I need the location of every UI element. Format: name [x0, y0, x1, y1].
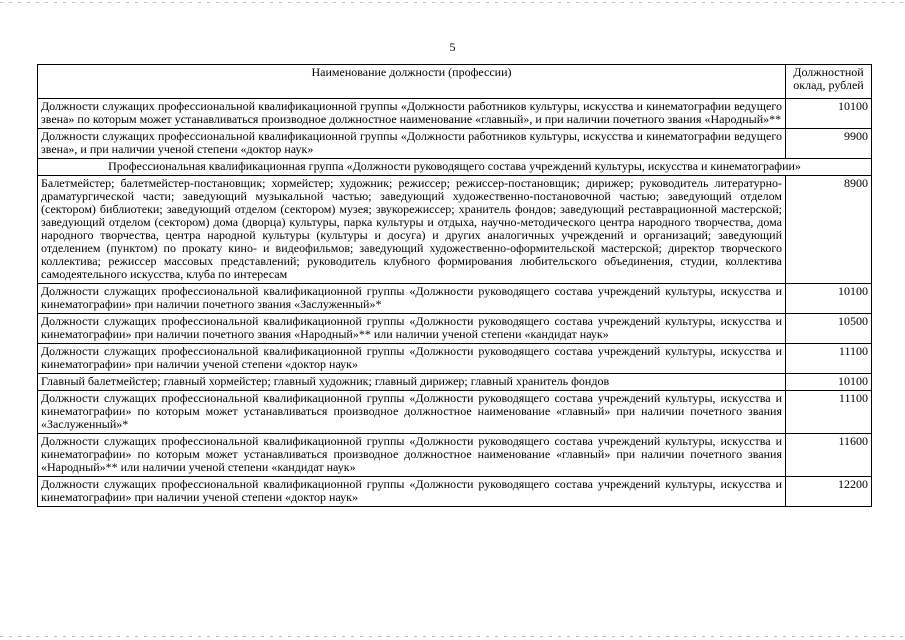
position-name: Балетмейстер; балетмейстер-постановщик; хормейстер; художник; режиссер; режиссер-постановщик; дирижер; руководитель литературно-драматургической части; заведующий музыкальной частью; заведующий художественно-постановочной частью; заведующий отделом (сектором) библиотеки; заведующий отделом (сектором) музея; звукорежиссер; хранитель фондов; заведующий реставрационной мастерской; заведующий отделом (сектором) дома (дворца) культуры, парка культуры и отдыха, научно-методического центра народного творчества, дома народного творчества, центра народной культуры (культуры и досуга) и других аналогичных учреждений и организаций; заведующий отделением (пунктом) по прокату кино- и видеофильмов; заведующий художественно-оформительской мастерской; директор творческого коллектива; режиссер массовых представлений; руководитель клубного формирования любительского объединения, студии, коллектива самодеятельного искусства, клуба по интересам	[38, 176, 786, 284]
position-name: Должности служащих профессиональной квалификационной группы «Должности руководящего состава учреждений культуры, искусства и кинематографии» при наличии почетного звания «Заслуженный»*	[38, 284, 786, 314]
group-heading-row	[38, 159, 872, 176]
header-salary: Должностной оклад, рублей	[786, 65, 872, 99]
table-row	[38, 374, 872, 391]
scan-edge-top	[0, 2, 905, 3]
position-name: Должности служащих профессиональной квалификационной группы «Должности руководящего состава учреждений культуры, искусства и кинематографии» по которым может устанавливаться производное должностное наименование «главный» при наличии почетного звания «Заслуженный»*	[38, 391, 786, 434]
position-name: Должности служащих профессиональной квалификационной группы «Должности руководящего состава учреждений культуры, искусства и кинематографии» при наличии почетного звания «Народный»** или наличии ученой степени «кандидат наук»	[38, 314, 786, 344]
salary-value: 10100	[786, 374, 872, 391]
position-name: Должности служащих профессиональной квалификационной группы «Должности руководящего состава учреждений культуры, искусства и кинематографии» при наличии ученой степени «доктор наук»	[38, 477, 786, 507]
scan-edge-bottom	[0, 636, 905, 637]
table-row	[38, 391, 872, 434]
salary-value: 11100	[786, 391, 872, 434]
salary-value: 10500	[786, 314, 872, 344]
salary-value: 12200	[786, 477, 872, 507]
position-name: Должности служащих профессиональной квалификационной группы «Должности работников культуры, искусства и кинематографии ведущего звена», и при наличии ученой степени «доктор наук»	[38, 129, 786, 159]
table-row	[38, 344, 872, 374]
position-name: Должности служащих профессиональной квалификационной группы «Должности работников культуры, искусства и кинематографии ведущего звена» по которым может устанавливаться производное должностное наименование «главный», и при наличии почетного звания «Народный»**	[38, 99, 786, 129]
salary-value: 10100	[786, 284, 872, 314]
group-heading: Профессиональная квалификационная группа «Должности руководящего состава учреждений культуры, искусства и кинематографии»	[38, 159, 872, 176]
table-row	[38, 477, 872, 507]
salary-value: 8900	[786, 176, 872, 284]
salary-value: 11600	[786, 434, 872, 477]
position-name: Должности служащих профессиональной квалификационной группы «Должности руководящего состава учреждений культуры, искусства и кинематографии» при наличии ученой степени «доктор наук»	[38, 344, 786, 374]
page-number: 5	[449, 40, 456, 54]
salary-value: 10100	[786, 99, 872, 129]
header-position-name: Наименование должности (профессии)	[38, 65, 786, 99]
table-header-row	[38, 65, 872, 99]
table-row	[38, 284, 872, 314]
salary-table	[37, 64, 872, 507]
table-row	[38, 314, 872, 344]
table-row	[38, 129, 872, 159]
table-row	[38, 176, 872, 284]
position-name: Главный балетмейстер; главный хормейстер; главный художник; главный дирижер; главный хранитель фондов	[38, 374, 786, 391]
salary-value: 11100	[786, 344, 872, 374]
table-row	[38, 99, 872, 129]
salary-value: 9900	[786, 129, 872, 159]
position-name: Должности служащих профессиональной квалификационной группы «Должности руководящего состава учреждений культуры, искусства и кинематографии» по которым может устанавливаться производное должностное наименование «главный» при наличии почетного звания «Народный»** или наличии ученой степени «кандидат наук»	[38, 434, 786, 477]
table-row	[38, 434, 872, 477]
